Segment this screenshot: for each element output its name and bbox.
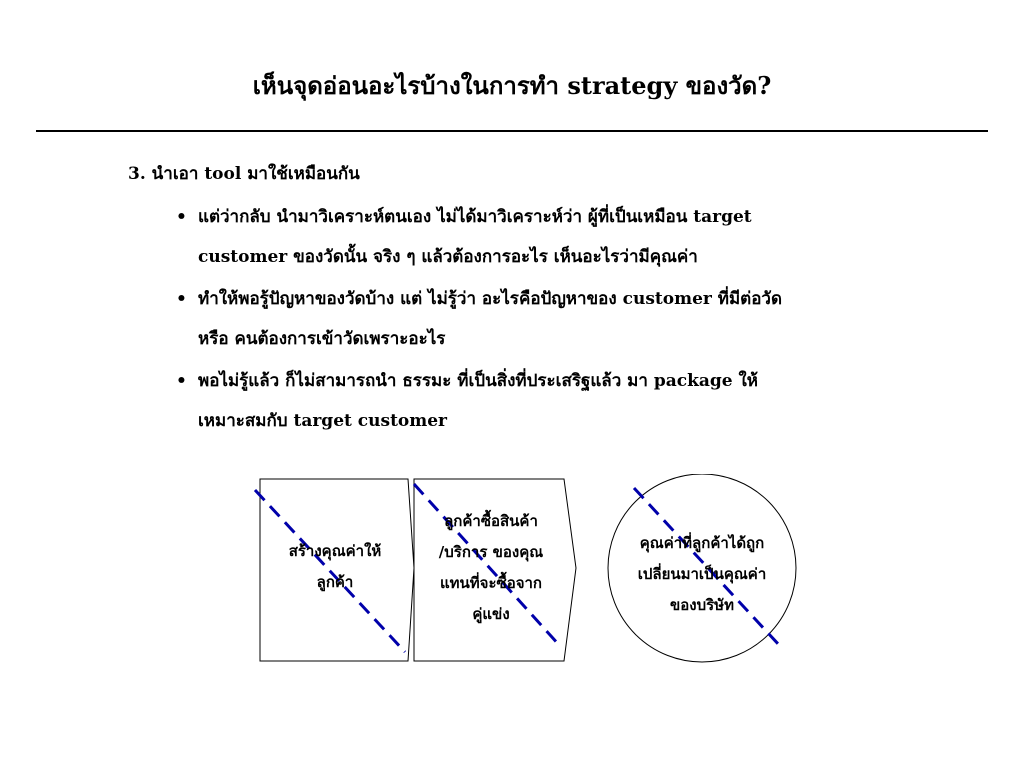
diagram-text-line: /บริการ ของคุณ (438, 543, 544, 561)
bullet-line: customer ของวัดนั้น จริง ๆ แล้วต้องการอะไร เห็นอะไรว่ามีคุณค่า (198, 247, 698, 267)
value-flow-diagram (250, 474, 810, 674)
bullet-item (176, 280, 936, 360)
bullet-dot: • (176, 289, 187, 309)
diagram-text-line: สร้างคุณค่าให้ (288, 542, 382, 560)
diagram-text-line: เปลี่ยนมาเป็นคุณค่า (637, 565, 767, 583)
bullet-dot: • (176, 207, 187, 227)
section-heading: 3. นำเอา tool มาใช้เหมือนกัน (128, 164, 360, 184)
diagram-text-line: ของบริษัท (670, 596, 734, 614)
bullet-line: เหมาะสมกับ target customer (198, 411, 448, 431)
bullet-item (176, 362, 936, 442)
slide-title: เห็นจุดอ่อนอะไรบ้างในการทำ strategy ของวัด? (252, 71, 772, 100)
diagram-text-line: คุณค่าที่ลูกค้าได้ถูก (639, 534, 765, 552)
bullet-line: หรือ คนต้องการเข้าวัดเพราะอะไร (198, 329, 446, 349)
bullet-line: ทำให้พอรู้ปัญหาของวัดบ้าง แต่ ไม่รู้ว่า อะไรคือปัญหาของ customer ที่มีต่อวัด (198, 289, 783, 309)
value-creation-text (260, 536, 410, 598)
diagram-text-line: ลูกค้า (316, 573, 354, 591)
value-capture-text (612, 528, 792, 621)
bullet-dot: • (176, 371, 187, 391)
diagram-text-line: ลูกค้าซื้อสินค้า (444, 512, 538, 530)
bullet-item (176, 198, 936, 278)
diagram-text-line: คู่แข่ง (472, 605, 510, 623)
customer-purchase-text (416, 506, 566, 630)
title-divider (36, 130, 988, 132)
bullet-line: พอไม่รู้แล้ว ก็ไม่สามารถนำ ธรรมะ ที่เป็นสิ่งที่ประเสริฐแล้ว มา package ให้ (198, 371, 759, 391)
diagram-text-line: แทนที่จะซื้อจาก (439, 574, 543, 592)
bullet-line: แต่ว่ากลับ นำมาวิเคราะห์ตนเอง ไม่ได้มาวิเคราะห์ว่า ผู้ที่เป็นเหมือน target (198, 207, 752, 227)
bullet-list (176, 198, 936, 444)
